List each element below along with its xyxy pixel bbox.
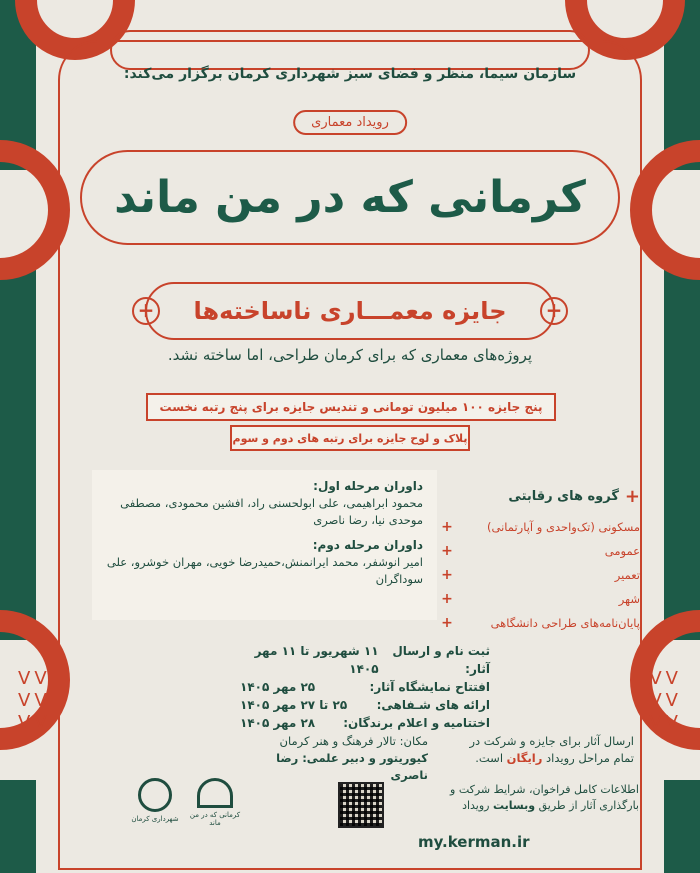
- categories-title: گروه های رقابتی: [508, 489, 619, 504]
- venue-info: [258, 733, 428, 784]
- category-item: [440, 611, 640, 635]
- left-green-bar: [0, 780, 36, 873]
- date-row: [240, 696, 490, 714]
- prize-first: پنج جایزه ۱۰۰ میلیون تومانی و تندیس جایزه برای پنج رتبه نخست: [146, 393, 556, 421]
- plus-icon: +: [441, 591, 453, 607]
- category-label: پایان‌نامه‌های طراحی دانشگاهی: [490, 616, 640, 630]
- right-green-bar: [664, 780, 700, 873]
- qr-code: [338, 782, 384, 828]
- municipality-logo: [130, 778, 180, 823]
- date-label: ثبت نام و ارسال آثار:: [392, 644, 490, 676]
- plus-icon: +: [441, 519, 453, 535]
- date-value: ۲۸ مهر ۱۴۰۵: [240, 716, 316, 730]
- municipality-logo-icon: [138, 778, 172, 812]
- dates-panel: [240, 642, 490, 732]
- date-row: [240, 714, 490, 732]
- free-note-line: است.: [475, 751, 504, 765]
- info-note-line: رویداد: [462, 799, 490, 812]
- award-title: جایزه معمـــاری ناساخته‌ها: [145, 282, 555, 340]
- plus-icon: +: [132, 297, 160, 325]
- date-label: اختتامیه و اعلام برندگان:: [343, 716, 490, 730]
- venue-curator: کیوریتور و دبیر علمی: رضا ناصری: [276, 751, 428, 782]
- free-note-line: تمام مراحل رویداد: [546, 751, 634, 765]
- date-value: ۲۵ مهر ۱۴۰۵: [240, 680, 316, 694]
- prize-second: پلاک و لوح جایزه برای رتبه های دوم و سوم: [230, 425, 470, 451]
- free-note-bold: رایگان: [506, 751, 543, 765]
- organizer-line: سازمان سیما، منظر و فضای سبز شهرداری کرمان برگزار می‌کند:: [123, 66, 577, 82]
- info-note: [404, 782, 639, 814]
- info-note-line: اطلاعات کامل فراخوان، شرایط شرکت و: [450, 783, 639, 796]
- free-note: [434, 733, 634, 767]
- date-row: [240, 678, 490, 696]
- right-green-bar: [664, 270, 700, 640]
- website-link[interactable]: my.kerman.ir: [418, 833, 530, 851]
- plus-icon: +: [441, 615, 453, 631]
- plus-icon: +: [540, 297, 568, 325]
- plus-icon: +: [624, 486, 640, 507]
- top-pill-frame: [110, 30, 590, 70]
- date-label: افتتاح نمایشگاه آثار:: [369, 680, 490, 694]
- main-title: کرمانی که در من ماند: [80, 150, 620, 245]
- left-green-bar: [0, 270, 36, 640]
- category-item: [440, 515, 640, 539]
- categories-panel: [440, 486, 640, 636]
- date-value: ۱۱ شهریور تا ۱۱ مهر ۱۴۰۵: [254, 644, 379, 676]
- judges-round2-names: امیر انوشفر، محمد ایرانمنش،حمیدرضا خویی، مهران خوشرو، علی سوداگران: [106, 555, 423, 586]
- subtitle: پروژه‌های معماری که برای کرمان طراحی، اما ساخته نشد.: [167, 346, 533, 364]
- event-label: رویداد معماری: [293, 110, 407, 135]
- event-logo-icon: [197, 778, 233, 808]
- info-note-line: بارگذاری آثار از طریق: [538, 799, 639, 812]
- category-item: [440, 539, 640, 563]
- judges-round2-heading: داوران مرحله دوم:: [312, 538, 423, 552]
- date-row: [240, 642, 490, 678]
- category-label: شهر: [618, 592, 640, 606]
- date-label: ارائه های شـفاهی:: [376, 698, 490, 712]
- municipality-logo-text: شهرداری کرمان: [131, 815, 179, 823]
- category-item: [440, 563, 640, 587]
- category-label: عمومی: [604, 544, 640, 558]
- free-note-line: ارسال آثار برای جایزه و شرکت در: [469, 734, 634, 748]
- plus-icon: +: [441, 567, 453, 583]
- chevron-decoration: ᐯᐯ ᐯᐯ ᐯᐯ: [649, 668, 682, 733]
- venue-place: مکان: تالار فرهنگ و هنر کرمان: [279, 734, 428, 748]
- judges-panel: [92, 470, 437, 620]
- date-value: ۲۵ تا ۲۷ مهر ۱۴۰۵: [240, 698, 348, 712]
- judges-round1-names: محمود ابراهیمی، علی ابولحسنی راد، افشین محمودی، مصطفی موحدی نیا، رضا ناصری: [120, 496, 423, 527]
- plus-icon: +: [441, 543, 453, 559]
- category-label: مسکونی (تک‌واحدی و آپارتمانی): [487, 520, 640, 534]
- info-note-bold: وبسایت: [493, 799, 536, 812]
- category-item: [440, 587, 640, 611]
- event-logo-text: کرمانی که در من ماند: [189, 811, 241, 827]
- judges-round1-heading: داوران مرحله اول:: [313, 479, 423, 493]
- event-logo: [185, 778, 245, 827]
- categories-heading: [440, 486, 640, 507]
- chevron-decoration: ᐯᐯ ᐯᐯ ᐯᐯ: [18, 668, 51, 733]
- category-label: تعمیر: [614, 568, 640, 582]
